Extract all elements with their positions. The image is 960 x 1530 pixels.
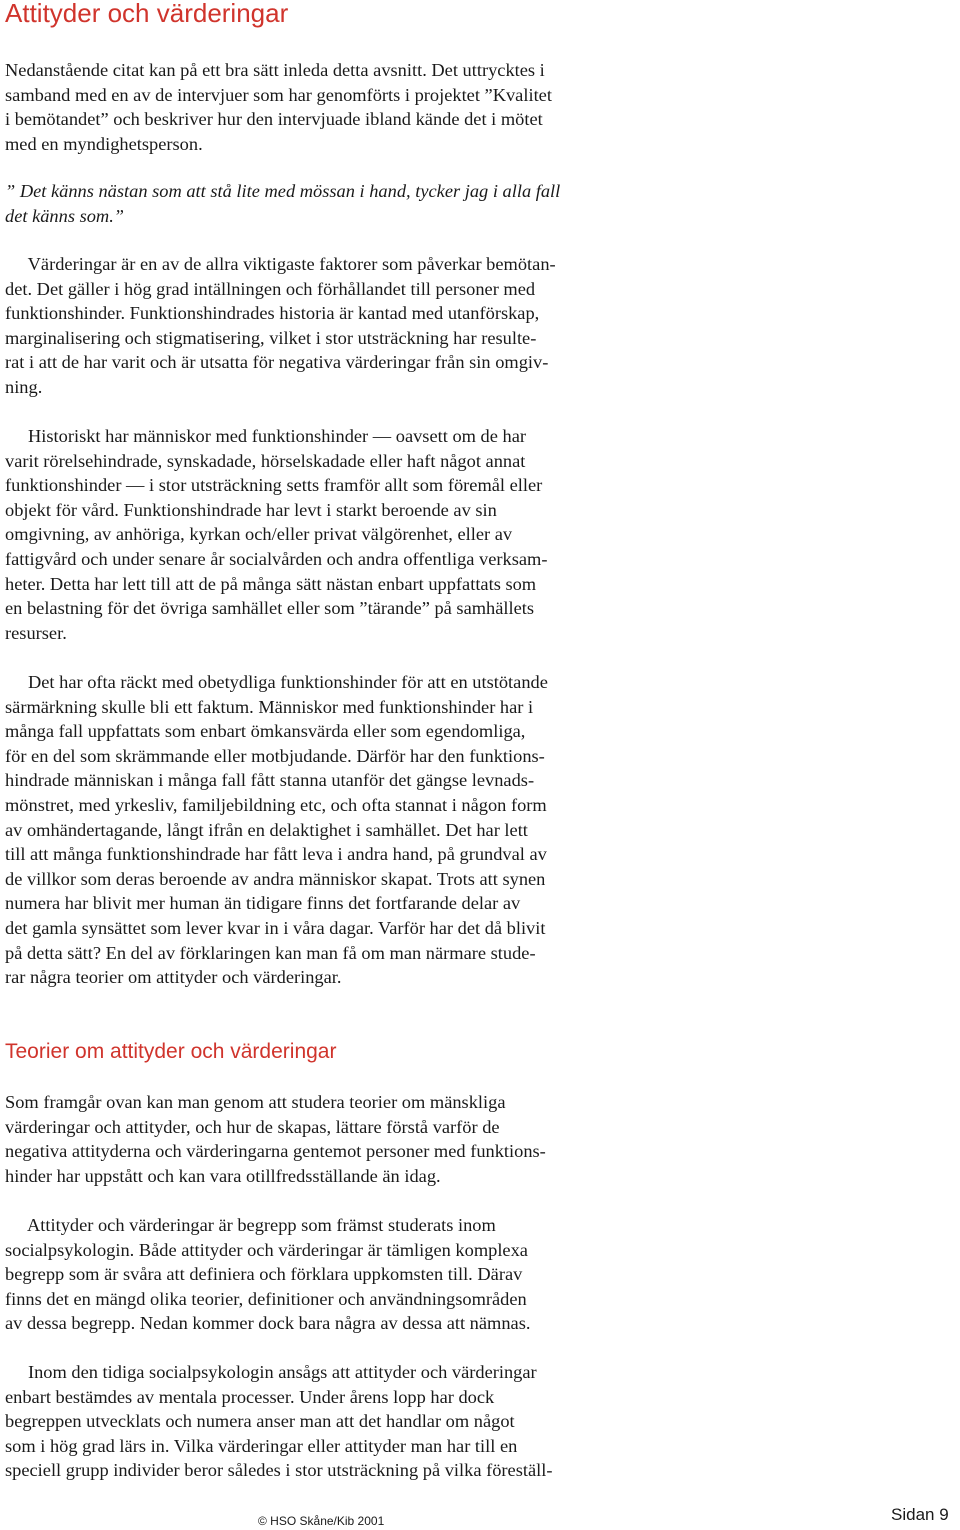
paragraph-concepts [5, 1213, 655, 1336]
text-line: med en myndighetsperson. [5, 133, 203, 154]
footer-copyright: © HSO Skåne/Kib 2001 [258, 1514, 385, 1528]
text-line: socialpsykologin. Både attityder och värderingar är tämligen komplexa [5, 1239, 528, 1260]
text-line: mönstret, med yrkesliv, familjebildning etc, och ofta stannat i någon form [5, 794, 547, 815]
text-line: samband med en av de intervjuer som har genomförts i projektet ”Kvalitet [5, 84, 552, 105]
text-line: ” Det känns nästan som att stå lite med mössan i hand, tycker jag i alla fall [5, 181, 561, 201]
text-line: särmärkning skulle bli ett faktum. Människor med funktionshinder har i [5, 696, 534, 717]
text-line: de villkor som deras beroende av andra människor skapat. Trots att synen [5, 868, 546, 889]
text-line: ning. [5, 376, 43, 397]
text-line: på detta sätt? En del av förklaringen kan man få om man närmare stude- [5, 942, 536, 963]
text-line: i bemötandet” och beskriver hur den intervjuade ibland kände det i mötet [5, 109, 543, 130]
text-line: Inom den tidiga socialpsykologin ansågs att attityder och värderingar [5, 1362, 537, 1382]
text-line: Attityder och värderingar är begrepp som främst studerats inom [5, 1215, 496, 1235]
paragraph-theories [5, 1090, 655, 1188]
text-line: resurser. [5, 622, 67, 643]
text-line: Historiskt har människor med funktionshinder — oavsett om de har [5, 426, 526, 446]
interview-quote [5, 179, 655, 228]
text-line: Det har ofta räckt med obetydliga funktionshinder för att en utstötande [5, 672, 548, 692]
text-line: begreppen utvecklats och numera anser man att det handlar om något [5, 1411, 515, 1432]
text-line: enbart bestämdes av mentala processer. Under årens lopp har dock [5, 1386, 495, 1407]
text-line: heter. Detta har lett till att de på många sätt nästan enbart uppfattats som [5, 573, 537, 594]
text-line: Nedanstående citat kan på ett bra sätt inleda detta avsnitt. Det uttrycktes i [5, 60, 545, 80]
text-line: för en del som skrämmande eller motbjudande. Därför har den funktions- [5, 745, 545, 766]
text-line: det. Det gäller i hög grad intällningen och förhållandet till personer med [5, 278, 536, 299]
paragraph-history [5, 424, 655, 645]
text-line: värderingar och attityder, och hur de skapas, lättare förstå varför de [5, 1116, 500, 1137]
text-line: speciell grupp individer beror således i stor utsträckning på vilka föreställ- [5, 1460, 553, 1481]
text-line: en belastning för det övriga samhället eller som ”tärande” på samhällets [5, 598, 535, 619]
text-line: marginalisering och stigmatisering, vilket i stor utsträckning har resulte- [5, 327, 537, 348]
text-line: Som framgår ovan kan man genom att studera teorier om mänskliga [5, 1092, 506, 1112]
text-line: av dessa begrepp. Nedan kommer dock bara några av dessa att nämnas. [5, 1313, 531, 1334]
text-line: objekt för vård. Funktionshindrade har levt i starkt beroende av sin [5, 499, 497, 520]
text-line: hinder har uppstått och kan vara otillfredsställande än idag. [5, 1165, 441, 1186]
page-title: Attityder och värderingar [5, 0, 289, 28]
text-line: varit rörelsehindrade, synskadade, hörselskadade eller haft något annat [5, 450, 526, 471]
section-heading: Teorier om attityder och värderingar [5, 1040, 337, 1063]
text-line: rat i att de har varit och är utsatta för negativa värderingar från sin omgiv- [5, 352, 549, 373]
text-line: negativa attityderna och värderingarna gentemot personer med funktions- [5, 1141, 546, 1162]
text-line: funktionshinder — i stor utsträckning setts framför allt som föremål eller [5, 475, 543, 496]
text-line: numera har blivit mer human än tidigare finns det fortfarande delar av [5, 893, 521, 914]
text-line: av omhändertagande, långt ifrån en delaktighet i samhället. Det har lett [5, 819, 528, 840]
text-line: omgivning, av anhöriga, kyrkan och/eller privat välgörenhet, eller av [5, 524, 513, 545]
text-line: många fall uppfattats som enbart ömkansvärda eller som egendomliga, [5, 721, 526, 742]
text-line: som i hög grad lärs in. Vilka värderingar eller attityder man har till en [5, 1435, 518, 1456]
text-line: det känns som.” [5, 205, 125, 226]
text-line: det gamla synsättet som lever kvar in i våra dagar. Varför har det då blivit [5, 917, 546, 938]
page-number: Sidan 9 [891, 1505, 949, 1524]
paragraph-stigma [5, 670, 655, 990]
text-line: funktionshinder. Funktionshindrades historia är kantad med utanförskap, [5, 303, 540, 324]
text-line: rar några teorier om attityder och värderingar. [5, 967, 342, 988]
paragraph-values [5, 252, 655, 400]
paragraph-early-psychology [5, 1360, 655, 1483]
intro-paragraph [5, 58, 655, 156]
text-line: till att många funktionshindrade har fått leva i andra hand, på grundval av [5, 844, 547, 865]
text-line: finns det en mängd olika teorier, definitioner och användningsområden [5, 1288, 527, 1309]
text-line: fattigvård och under senare år socialvården och andra offentliga verksam- [5, 548, 548, 569]
text-line: hindrade människan i många fall fått stanna utanför det gängse levnads- [5, 770, 535, 791]
text-line: Värderingar är en av de allra viktigaste faktorer som påverkar bemötan- [5, 254, 556, 274]
text-line: begrepp som är svåra att definiera och förklara uppkomsten till. Därav [5, 1264, 523, 1285]
